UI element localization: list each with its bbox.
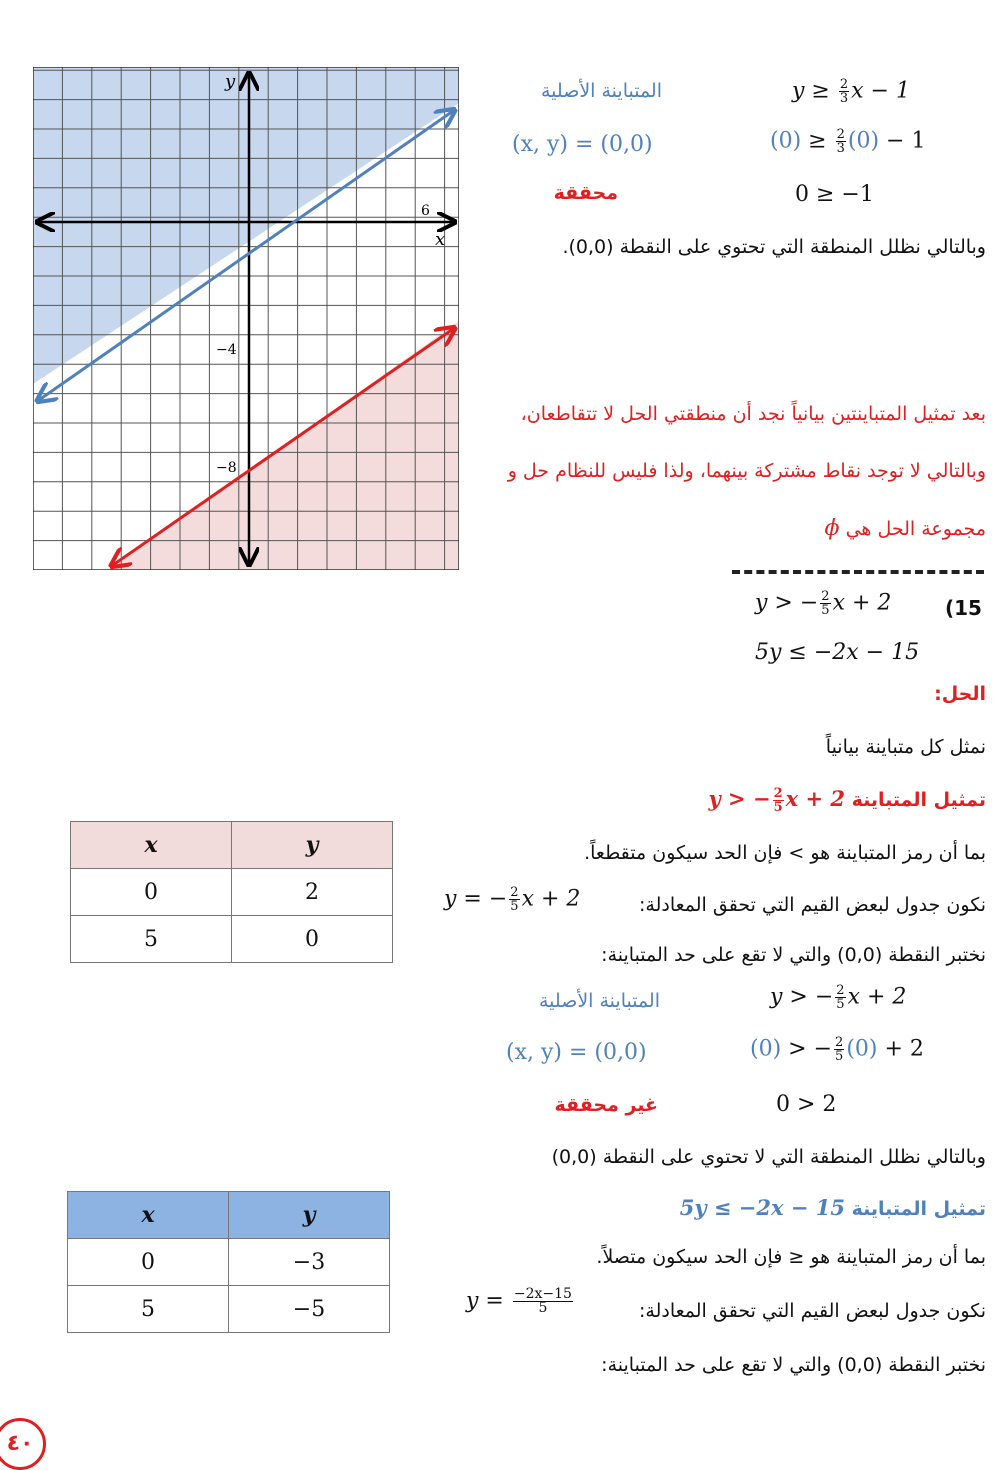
y-tick-label-1: −4	[216, 342, 237, 358]
summary-line-2: وبالتالي لا توجد نقاط مشتركة بينهما، ولذا فليس للنظام حل و	[507, 460, 986, 482]
representation-1-heading: تمثيل المتباينة y > − $\frac{2}{5}$ x + 2	[708, 786, 986, 815]
label-original-inequality: المتباينة الأصلية	[540, 80, 662, 102]
original-inequality-2: y > − $\frac{2}{5}$ x + 2	[770, 983, 907, 1012]
test-point-text-2: نختبر النقطة (0,0) والتي لا تقع على حد المتباينة:	[601, 1354, 986, 1376]
solution-intro: نمثل كل متباينة بيانياً	[825, 736, 986, 758]
inequality-graph	[33, 67, 459, 570]
problem-inequality-1: y > − $\frac{2}{5}$ x + 2	[755, 589, 892, 618]
x-axis-label: x	[435, 229, 446, 250]
table-cell: 0	[71, 869, 232, 916]
values-table-1	[70, 821, 393, 963]
summary-line-3: مجموعة الحل هي ϕ	[824, 516, 986, 541]
table-header-x: x	[71, 822, 232, 869]
table-cell: 5	[68, 1286, 229, 1333]
conclusion-2: وبالتالي نظلل المنطقة التي لا تحتوي على النقطة (0,0)	[551, 1146, 986, 1168]
x-tick-label: 6	[421, 203, 430, 219]
problem-number: (15	[945, 596, 982, 620]
table-cell: 0	[68, 1239, 229, 1286]
table-cell: 5	[71, 916, 232, 963]
test-point-text-1: نختبر النقطة (0,0) والتي لا تقع على حد المتباينة:	[601, 944, 986, 966]
substitution-2: (0) > − $\frac{2}{5}$ (0) + 2	[750, 1035, 924, 1064]
table-header-x: x	[68, 1192, 229, 1239]
problem-inequality-2: 5y ≤ −2x − 15	[755, 640, 920, 665]
label-false: غير محققة	[554, 1094, 658, 1116]
table-equation-1: y = − $\frac{2}{5}$ x + 2	[444, 885, 581, 914]
dashed-divider	[732, 570, 984, 574]
empty-set-symbol: ϕ	[824, 516, 840, 541]
table-cell: 0	[232, 916, 393, 963]
y-tick-label-2: −8	[216, 460, 237, 476]
solid-boundary-text: بما أن رمز المتباينة هو ≤ فإن الحد سيكون متصلاً.	[596, 1246, 986, 1268]
page-number: ٤٠	[0, 1418, 46, 1470]
substitution-1: (0) ≥ $\frac{2}{3}$ (0) − 1	[770, 127, 926, 156]
table-cell: −5	[229, 1286, 390, 1333]
upper-shaded-region	[33, 67, 459, 384]
summary-line-1: بعد تمثيل المتباينتين بيانياً نجد أن منطقتي الحل لا تتقاطعان،	[520, 403, 986, 425]
result-1: 0 ≥ −1	[795, 182, 874, 207]
label-test-point-2: (x, y) = (0,0)	[506, 1040, 647, 1065]
values-table-2	[67, 1191, 390, 1333]
table-header-row	[71, 822, 393, 869]
table-intro-text-1: نكون جدول لبعض القيم التي تحقق المعادلة:	[638, 894, 986, 916]
table-header-y: y	[232, 822, 393, 869]
table-header-row	[68, 1192, 390, 1239]
table-equation-2: y = $\frac{-2x-15}{5}$	[466, 1286, 572, 1316]
table-row	[68, 1239, 390, 1286]
result-2: 0 > 2	[776, 1092, 837, 1117]
table-intro-text-2: نكون جدول لبعض القيم التي تحقق المعادلة:	[638, 1300, 986, 1322]
label-true: محققة	[553, 182, 618, 204]
label-original-inequality-2: المتباينة الأصلية	[538, 990, 660, 1012]
dashed-boundary-text: بما أن رمز المتباينة هو > فإن الحد سيكون متقطعاً.	[584, 842, 986, 864]
table-cell: 2	[232, 869, 393, 916]
label-test-point: (x, y) = (0,0)	[512, 132, 653, 157]
solution-heading: الحل:	[934, 683, 986, 705]
representation-2-heading: تمثيل المتباينة 5y ≤ −2x − 15	[679, 1195, 986, 1220]
table-header-y: y	[229, 1192, 390, 1239]
table-cell: −3	[229, 1239, 390, 1286]
table-row	[68, 1286, 390, 1333]
table-row	[71, 869, 393, 916]
table-row	[71, 916, 393, 963]
conclusion-1: وبالتالي نظلل المنطقة التي تحتوي على النقطة (0,0).	[562, 236, 986, 258]
original-inequality-1: y ≥ $\frac{2}{3}$ x − 1	[792, 77, 910, 106]
y-axis-label: y	[225, 71, 236, 92]
